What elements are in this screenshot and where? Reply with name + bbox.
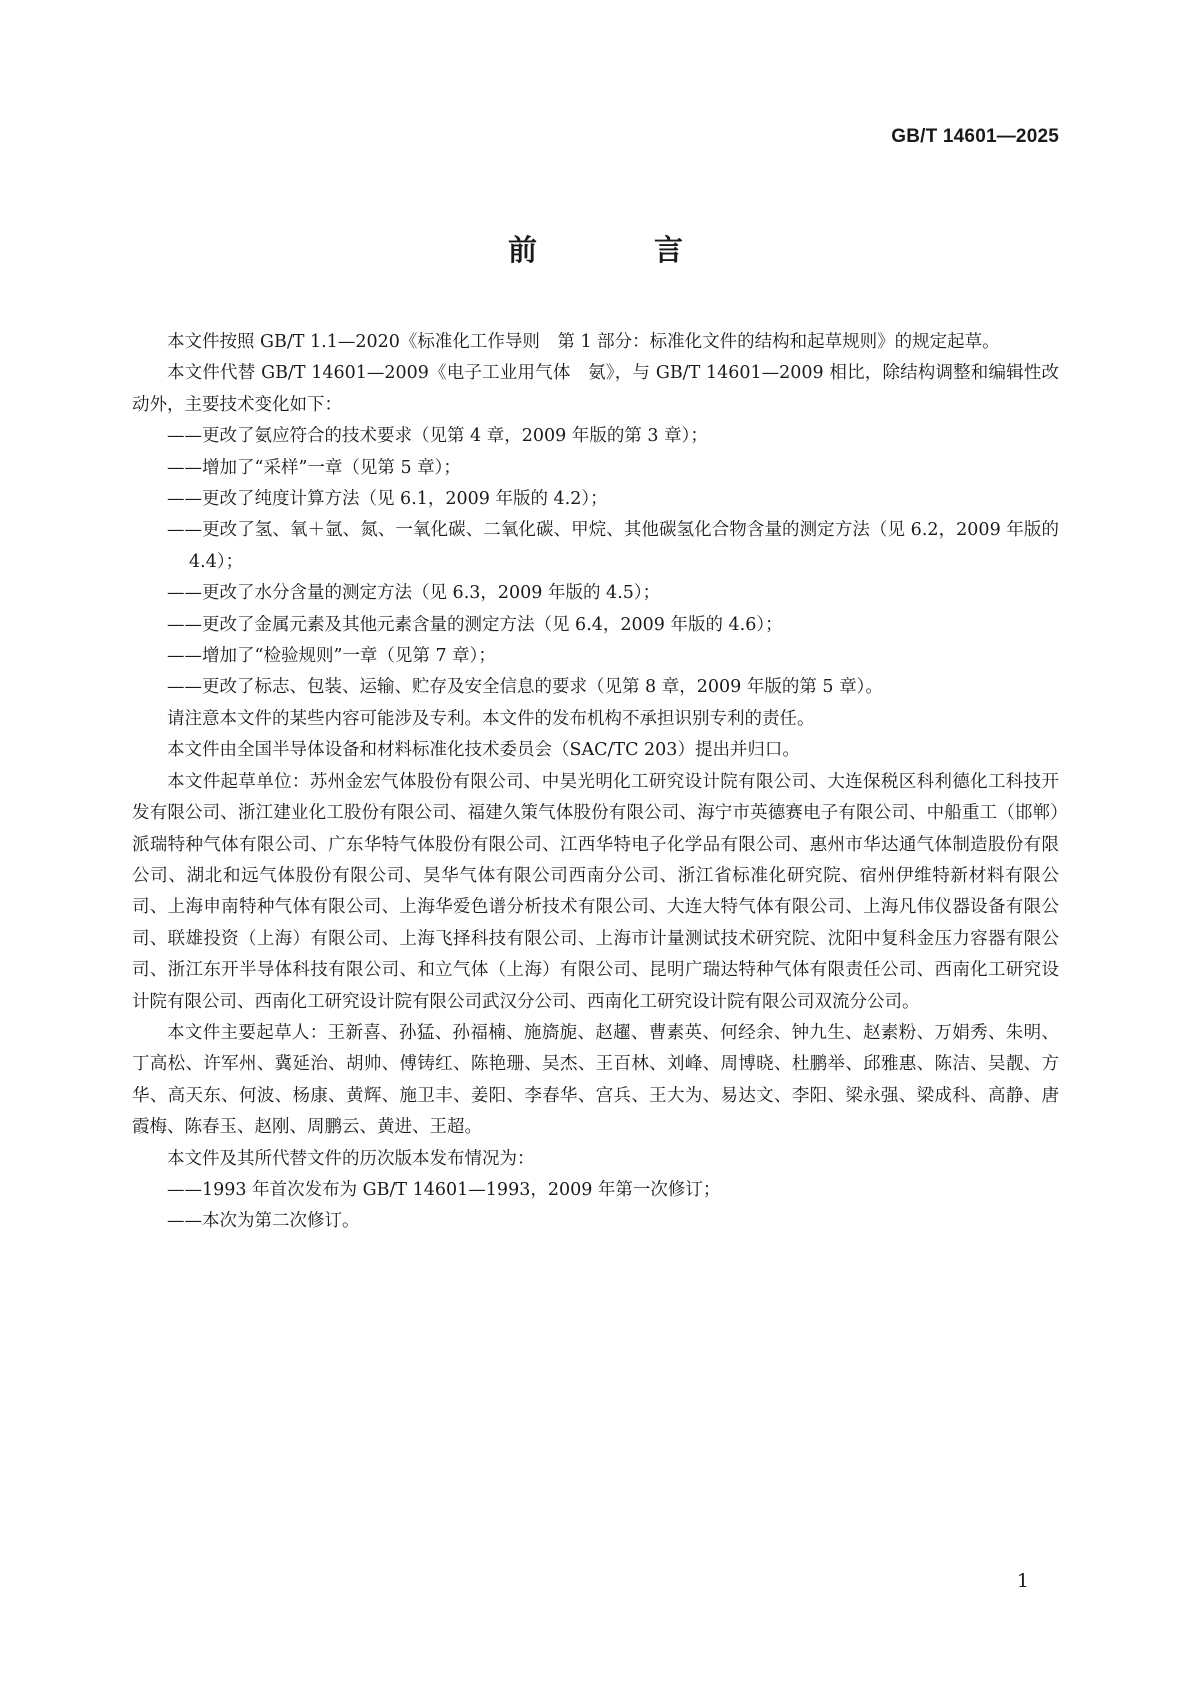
list-item: ——增加了“检验规则”一章（见第 7 章）； <box>167 646 496 667</box>
list-item: ——更改了氢、氧＋氩、氮、一氧化碳、二氧化碳、甲烷、其他碳氢化合物含量的测定方法（见 6.2，2009 年版的 4.4）； <box>167 520 1059 572</box>
page-number: 1 <box>1016 1570 1029 1592</box>
paragraph-drafting-rules: 本文件按照 GB/T 1.1—2020《标准化工作导则 第 1 部分：标准化文件的结构和起草规则》的规定起草。 <box>167 332 1000 352</box>
paragraph-history-intro: 本文件及其所代替文件的历次版本发布情况为： <box>167 1148 535 1169</box>
paragraph-drafting-units: 本文件起草单位：苏州金宏气体股份有限公司、中昊光明化工研究设计院有限公司、大连保税区科利德化工科技开发有限公司、浙江建业化工股份有限公司、福建久策气体股份有限公司、海宁市英德赛电子有限公司、中船重工（邯郸）派瑞特种气体有限公司、广东华特气体股份有限公司、江西华特电子化学品有限公司、惠州市华达通气体制造股份有限公司、湖北和远气体股份有限公司、昊华气体有限公司西南分公司、浙江省标准化研究院、宿州伊维特新材料有限公司、上海申南特种气体有限公司、上海华爱色谱分析技术有限公司、大连大特气体有限公司、上海凡伟仪器设备有限公司、联雄投资（上海）有限公司、上海飞择科技有限公司、上海市计量测试技术研究院、沈阳中复科金压力容器有限公司、浙江东开半导体科技有限公司、和立气体（上海）有限公司、昆明广瑞达特种气体有限责任公司、西南化工研究设计院有限公司、西南化工研究设计院有限公司武汉分公司、西南化工研究设计院有限公司双流分公司。 <box>132 771 1059 1012</box>
list-item: ——更改了金属元素及其他元素含量的测定方法（见 6.4，2009 年版的 4.6）； <box>167 614 783 635</box>
list-item: ——更改了纯度计算方法（见 6.1，2009 年版的 4.2）； <box>167 489 608 510</box>
list-item: ——更改了氨应符合的技术要求（见第 4 章，2009 年版的第 3 章）； <box>167 426 708 447</box>
list-item: ——更改了水分含量的测定方法（见 6.3，2009 年版的 4.5）； <box>167 583 661 604</box>
list-item: ——增加了“采样”一章（见第 5 章）； <box>167 457 461 478</box>
paragraph-patent-notice: 请注意本文件的某些内容可能涉及专利。本文件的发布机构不承担识别专利的责任。 <box>167 708 815 729</box>
paragraph-drafters: 本文件主要起草人：王新喜、孙猛、孙福楠、施旖旎、赵趯、曹素英、何经余、钟九生、赵素粉、万娟秀、朱明、丁高松、许军州、冀延治、胡帅、傅铸红、陈艳珊、吴杰、王百林、刘峰、周博晓、杜鹏举、邱雅惠、陈洁、吴靓、方华、高天东、何波、杨康、黄辉、施卫丰、姜阳、李春华、宫兵、王大为、易达文、李阳、梁永强、梁成科、高静、唐霞梅、陈春玉、赵刚、周鹏云、黄进、王超。 <box>132 1022 1059 1138</box>
paragraph-proposer: 本文件由全国半导体设备和材料标准化技术委员会（SAC/TC 203）提出并归口。 <box>167 740 800 761</box>
list-item: ——更改了标志、包装、运输、贮存及安全信息的要求（见第 8 章，2009 年版的第 5 章）。 <box>167 677 883 698</box>
standard-code: GB/T 14601—2025 <box>891 126 1059 147</box>
page-title: 前 言 <box>507 233 727 267</box>
paragraph-replacement: 本文件代替 GB/T 14601—2009《电子工业用气体 氨》，与 GB/T 14601—2009 相比，除结构调整和编辑性改动外，主要技术变化如下： <box>132 363 1059 415</box>
list-item: ——本次为第二次修订。 <box>167 1211 360 1232</box>
list-item: ——1993 年首次发布为 GB/T 14601—1993，2009 年第一次修订； <box>167 1179 721 1200</box>
foreword-body <box>132 327 1059 1238</box>
